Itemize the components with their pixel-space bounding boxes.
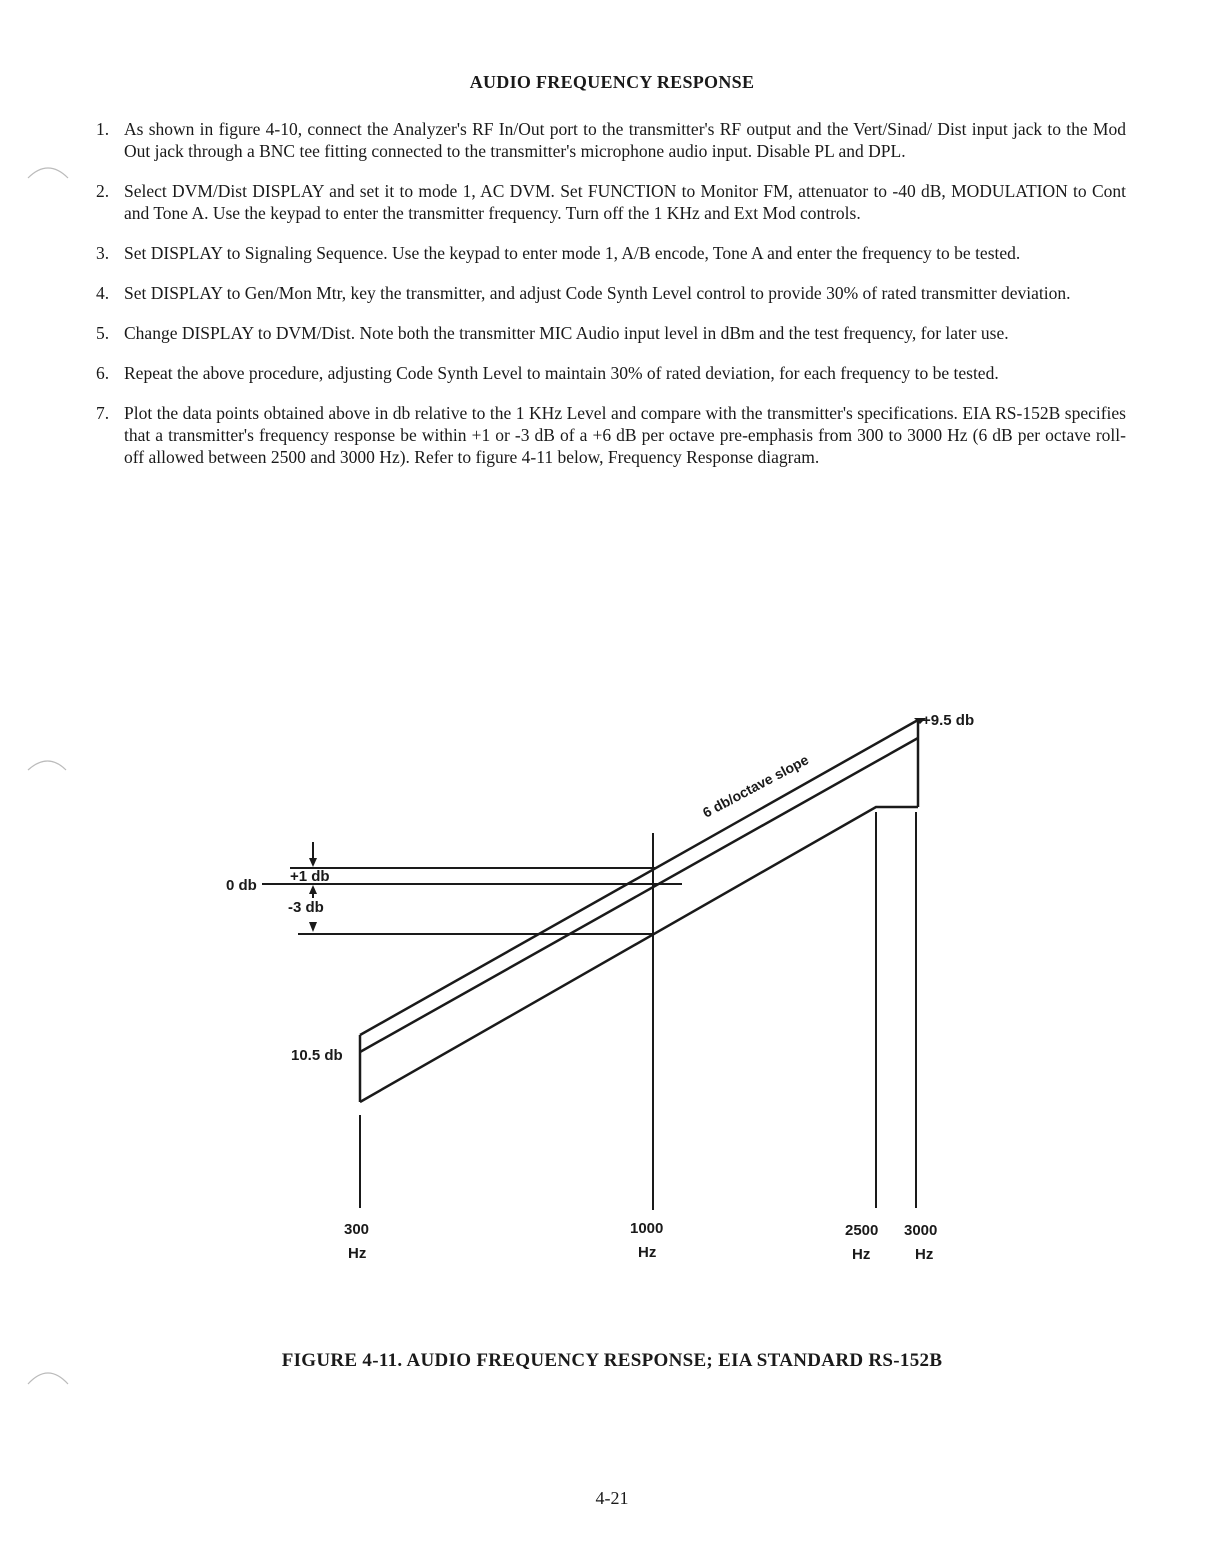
- step-text: Set DISPLAY to Gen/Mon Mtr, key the transmitter, and adjust Code Synth Level control to provide 30% of rated transmitter deviation.: [124, 283, 1071, 303]
- binder-hole-mark: [28, 761, 66, 770]
- axis-3000-unit: Hz: [915, 1246, 934, 1263]
- axis-300-unit: Hz: [348, 1245, 367, 1262]
- step-text: Select DVM/Dist DISPLAY and set it to mode 1, AC DVM. Set FUNCTION to Monitor FM, attenuator to -40 dB, MODULATION to Cont and Tone A. Use the keypad to enter the transmitter frequency. Turn off the 1 KHz and Ext Mod controls.: [124, 181, 1126, 223]
- axis-2500-freq: 2500: [845, 1222, 879, 1239]
- binder-hole-mark: [28, 168, 68, 178]
- step-number: 5.: [96, 323, 110, 343]
- step-text: As shown in figure 4-10, connect the Analyzer's RF In/Out port to the transmitter's RF output and the Vert/Sinad/ Dist input jack to the Mod Out jack through a BNC tee fitting connected to the transmitter's microphone audio input. Disable PL and DPL.: [124, 119, 1126, 161]
- step-number: 3.: [96, 243, 110, 263]
- zero-db-label: 0 db: [226, 877, 257, 894]
- step-number: 2.: [96, 181, 110, 201]
- step-text: Set DISPLAY to Signaling Sequence. Use the keypad to enter mode 1, A/B encode, Tone A and enter the frequency to be tested.: [124, 243, 1021, 263]
- nine-five-db-label: +9.5 db: [922, 712, 975, 729]
- figure-caption: FIGURE 4-11. AUDIO FREQUENCY RESPONSE; EIA STANDARD RS-152B: [281, 1350, 943, 1371]
- step-text: Plot the data points obtained above in db relative to the 1 KHz Level and compare with the transmitter's specifications. EIA RS-152B specifies that a transmitter's frequency response be within +1 or -3 dB of a +6 dB per octave pre-emphasis from 300 to 3000 Hz (6 dB per octave roll-off allowed between 2500 and 3000 Hz). Refer to figure 4-11 below, Frequency Response diagram.: [124, 403, 1126, 467]
- binder-hole-mark: [28, 1373, 68, 1384]
- page-number: 4-21: [595, 1488, 629, 1508]
- page-heading: AUDIO FREQUENCY RESPONSE: [469, 72, 755, 92]
- axis-2500-unit: Hz: [852, 1246, 871, 1263]
- minus-three-db-label: -3 db: [288, 899, 324, 916]
- axis-300-freq: 300: [344, 1221, 370, 1238]
- step-number: 6.: [96, 363, 110, 383]
- step-number: 1.: [96, 119, 110, 139]
- axis-3000-freq: 3000: [904, 1222, 938, 1239]
- step-text: Change DISPLAY to DVM/Dist. Note both the transmitter MIC Audio input level in dBm and the test frequency, for later use.: [124, 323, 1009, 343]
- ten-five-db-label: 10.5 db: [291, 1047, 343, 1064]
- axis-1000-freq: 1000: [630, 1220, 664, 1237]
- step-text: Repeat the above procedure, adjusting Code Synth Level to maintain 30% of rated deviation, for each frequency to be tested.: [124, 363, 999, 383]
- axis-1000-unit: Hz: [638, 1244, 657, 1261]
- step-number: 7.: [96, 403, 110, 423]
- plus-one-db-label: +1 db: [290, 868, 330, 885]
- slope-label: 6 db/octave slope: [699, 751, 812, 821]
- step-number: 4.: [96, 283, 110, 303]
